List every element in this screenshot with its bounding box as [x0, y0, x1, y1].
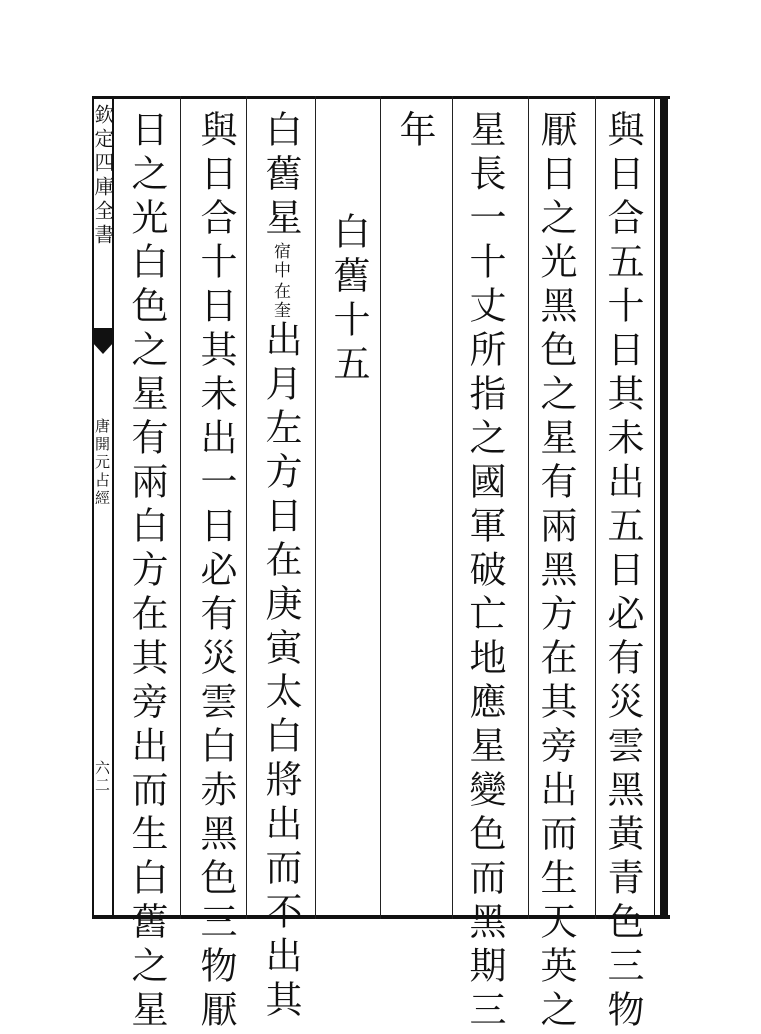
margin-running-title: 唐開元占經	[93, 418, 111, 508]
column-divider	[595, 96, 596, 919]
column-divider	[180, 96, 181, 919]
margin-book-title: 欽定四庫全書	[91, 104, 115, 248]
column-divider	[315, 96, 316, 919]
column-divider	[452, 96, 453, 919]
frame-right-border	[660, 96, 668, 919]
fish-tail-mark	[92, 328, 114, 368]
column-6-head: 白舊星	[259, 110, 302, 242]
note-left: 宿中	[270, 242, 290, 280]
text-column-2: 厭日之光黑色之星有兩黑方在其旁出而生天英之	[534, 110, 577, 1034]
text-column-4: 年	[393, 110, 436, 154]
section-heading-column: 白舊十五	[327, 212, 370, 388]
note-right: 在奎	[270, 282, 290, 320]
frame-right-inner-line	[654, 96, 655, 919]
margin-page-number: 六二	[93, 760, 111, 794]
column-divider	[246, 96, 247, 919]
text-column-1: 與日合五十日其未出五日必有災雲黑黃青色三物	[601, 110, 644, 1034]
text-column-6	[259, 110, 302, 1024]
interlinear-note	[271, 242, 289, 320]
text-column-3: 星長一十丈所指之國軍破亡地應星變色而黑期三	[463, 110, 506, 1034]
text-column-7: 與日合十日其未出一日必有災雲白赤黑色三物厭	[194, 110, 237, 1034]
column-6-tail: 出月左方日在庚寅太白將出而不出其	[259, 320, 302, 1024]
column-divider	[380, 96, 381, 919]
frame-top-border	[92, 96, 670, 99]
frame-bottom-border	[92, 915, 670, 919]
text-column-8: 日之光白色之星有兩白方在其旁出而生白舊之星	[125, 110, 168, 1034]
column-divider	[528, 96, 529, 919]
